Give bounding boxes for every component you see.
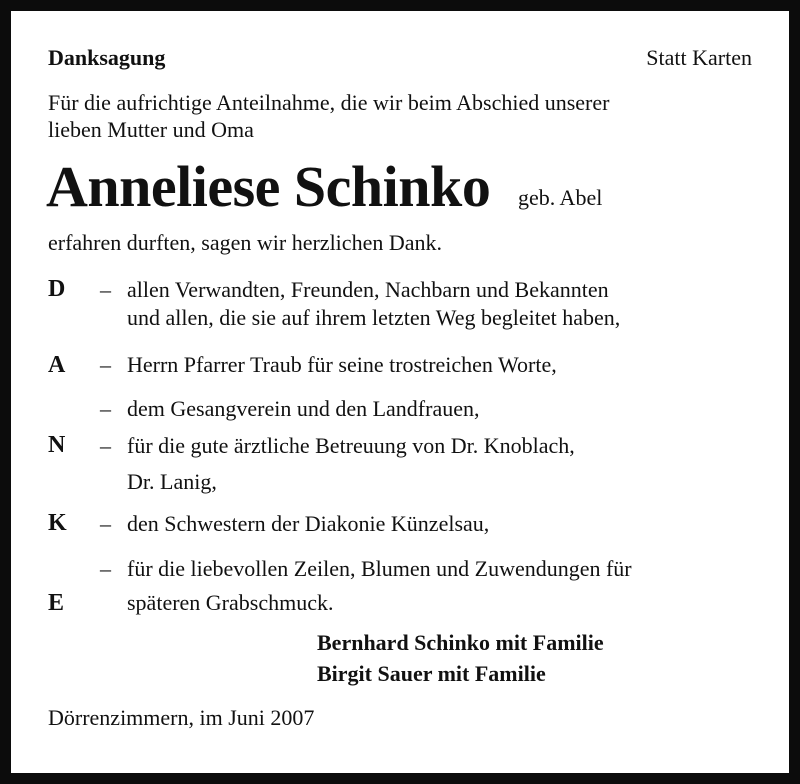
dash: – [100, 277, 111, 302]
acrostic-letter: K [48, 510, 67, 536]
thanks-item: Dr. Lanig, [127, 469, 217, 494]
after-name-text: erfahren durften, sagen wir herzlichen Dank. [48, 230, 442, 255]
thanks-item: allen Verwandten, Freunden, Nachbarn und Bekannten [127, 277, 609, 302]
dash: – [100, 352, 111, 377]
place-date: Dörrenzimmern, im Juni 2007 [48, 705, 315, 730]
maiden-name: geb. Abel [518, 185, 603, 210]
acrostic-letter: D [48, 276, 66, 302]
dash: – [100, 556, 111, 581]
thanks-item: späteren Grabschmuck. [127, 590, 334, 615]
dash: – [100, 511, 111, 536]
heading-statt-karten: Statt Karten [646, 45, 752, 70]
deceased-name: Anneliese Schinko [46, 154, 491, 219]
thanks-item: und allen, die sie auf ihrem letzten Weg begleitet haben, [127, 305, 621, 330]
signature-line: Bernhard Schinko mit Familie [317, 630, 604, 655]
intro-line-1: Für die aufrichtige Anteilnahme, die wir beim Abschied unserer [48, 90, 610, 115]
thanks-item: für die gute ärztliche Betreuung von Dr. Knoblach, [127, 433, 575, 458]
intro-line-2: lieben Mutter und Oma [48, 117, 254, 142]
dash: – [100, 433, 111, 458]
heading-danksagung: Danksagung [48, 45, 166, 70]
thanks-item: dem Gesangverein und den Landfrauen, [127, 396, 480, 421]
acrostic-letter: E [48, 590, 65, 616]
thanks-item: für die liebevollen Zeilen, Blumen und Zuwendungen für [127, 556, 632, 581]
acrostic-letter: N [48, 432, 66, 458]
thanks-item: Herrn Pfarrer Traub für seine trostreichen Worte, [127, 352, 557, 377]
acrostic-letter: A [48, 352, 66, 378]
thanks-item: den Schwestern der Diakonie Künzelsau, [127, 511, 490, 536]
dash: – [100, 396, 111, 421]
signature-line: Birgit Sauer mit Familie [317, 661, 546, 686]
